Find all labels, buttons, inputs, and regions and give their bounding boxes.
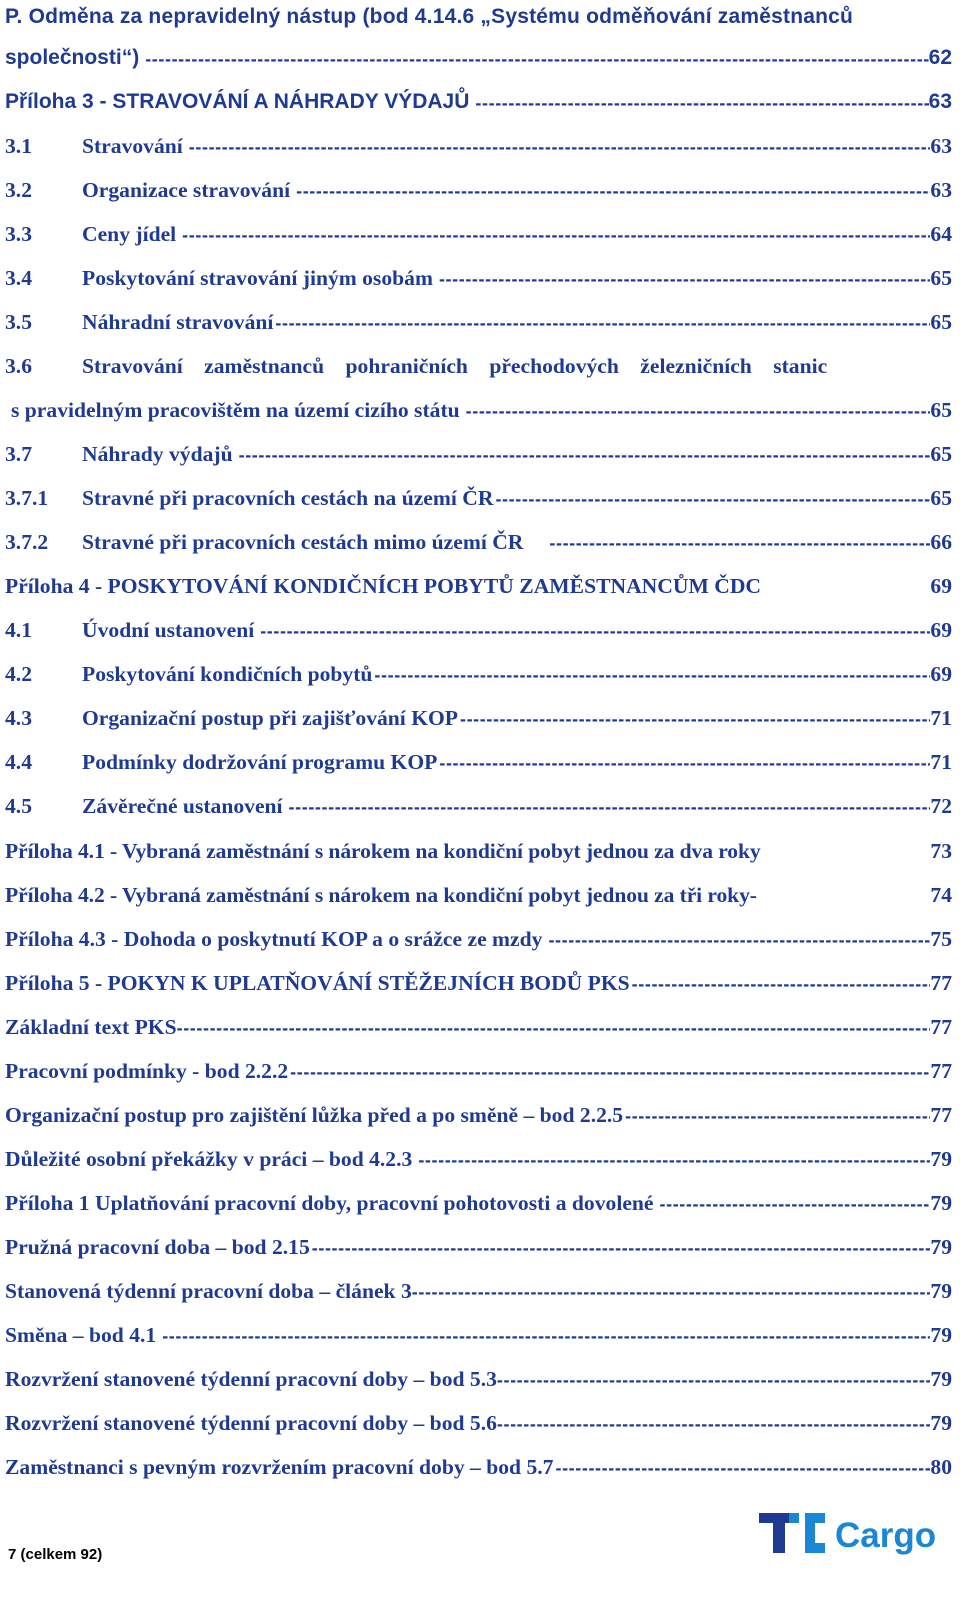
toc-entry[interactable] xyxy=(5,1274,952,1306)
dot-leader xyxy=(183,134,931,161)
toc-entry-page: 77 xyxy=(930,1015,952,1039)
toc-entry[interactable] xyxy=(5,1230,952,1262)
toc-entry-page: 72 xyxy=(930,794,952,818)
toc-entry[interactable] xyxy=(5,613,952,645)
toc-entry-title: Směna – bod 4.1 xyxy=(5,1323,157,1347)
dot-leader xyxy=(233,442,931,469)
toc-entry-page: 65 xyxy=(930,310,952,334)
toc-entry-page: 77 xyxy=(930,1103,952,1127)
dot-leader xyxy=(460,398,931,425)
toc-entry-page: 71 xyxy=(930,750,952,774)
dot-leader xyxy=(493,486,930,513)
toc-entry-page: 62 xyxy=(928,46,952,69)
toc-entry-title: Stravování zaměstnanců pohraničních přechodových železničních stanic xyxy=(82,354,828,378)
toc-entry-page: 69 xyxy=(930,662,952,686)
toc-entry-page: 73 xyxy=(930,839,952,863)
toc-entry[interactable] xyxy=(5,305,952,337)
dot-leader xyxy=(177,1015,931,1042)
toc-entry[interactable] xyxy=(5,878,952,910)
toc-entry-title: Pružná pracovní doba – bod 2.15 xyxy=(5,1235,310,1259)
toc-entry-page: 63 xyxy=(930,178,952,202)
toc-entry-page: 79 xyxy=(930,1367,952,1391)
toc-entry-title: Organizační postup při zajišťování KOP xyxy=(82,706,458,730)
toc-entry-title: Příloha 4.2 - Vybraná zaměstnání s nárokem na kondiční pobyt jednou za tři roky- xyxy=(5,883,757,907)
toc-entry[interactable] xyxy=(5,437,952,469)
toc-entry[interactable] xyxy=(5,701,952,733)
dot-leader xyxy=(654,1191,931,1218)
toc-entry-page: 79 xyxy=(930,1235,952,1259)
toc-entry-page: 69 xyxy=(930,574,952,598)
toc-entry-page: 65 xyxy=(930,398,952,422)
toc-entry[interactable] xyxy=(5,349,952,381)
toc-entry-title: Stravné při pracovních cestách mimo území ČR xyxy=(82,530,524,554)
toc-entry-title: Náhradní stravování xyxy=(82,310,274,334)
toc-entry[interactable] xyxy=(5,217,952,249)
toc-entry-number: 3.3 xyxy=(5,222,32,246)
dot-leader xyxy=(497,1367,931,1394)
toc-entry-page: 65 xyxy=(930,442,952,466)
toc-entry[interactable] xyxy=(5,1142,952,1174)
toc-entry-title: Ceny jídel xyxy=(82,222,177,246)
toc-entry-page: 74 xyxy=(930,883,952,907)
toc-entry-title: Příloha 1 Uplatňování pracovní doby, pracovní pohotovosti a dovolené xyxy=(5,1191,654,1215)
toc-entry[interactable] xyxy=(5,745,952,777)
toc-entry-number: 3.7.1 xyxy=(5,486,49,510)
dot-leader xyxy=(156,1323,930,1350)
dot-leader xyxy=(458,706,930,733)
toc-entry-title: Zaměstnanci s pevným rozvržením pracovní doby – bod 5.7 xyxy=(5,1455,554,1479)
toc-entry-title: Stravné při pracovních cestách na území ČR xyxy=(82,486,494,510)
toc-entry-number: 4.5 xyxy=(5,794,32,818)
toc-entry[interactable] xyxy=(5,41,952,73)
toc-entry[interactable] xyxy=(5,0,952,32)
toc-entry-page: 63 xyxy=(928,90,952,113)
cargo-logo xyxy=(759,1509,943,1557)
page-number: 7 (celkem 92) xyxy=(8,1546,103,1563)
toc-entry[interactable] xyxy=(5,657,952,689)
toc-entry-number: 3.4 xyxy=(5,266,32,290)
toc-entry-title: Příloha 4.1 - Vybraná zaměstnání s nárokem na kondiční pobyt jednou za dva roky xyxy=(5,839,761,863)
toc-entry-title: Stravování xyxy=(82,134,183,158)
toc-entry-page: 66 xyxy=(930,530,952,554)
toc-entry-title: Příloha 3 - STRAVOVÁNÍ A NÁHRADY VÝDAJŮ xyxy=(5,90,470,113)
toc-entry-title: Organizační postup pro zajištění lůžka před a po směně – bod 2.2.5 xyxy=(5,1103,624,1127)
toc-entry[interactable] xyxy=(11,393,952,425)
dot-leader xyxy=(290,178,930,205)
toc-entry[interactable] xyxy=(5,569,952,601)
toc-entry-page: 77 xyxy=(930,1059,952,1083)
dot-leader xyxy=(288,1059,930,1086)
toc-entry-title: s pravidelným pracovištěm na území cizího státu xyxy=(11,398,460,422)
dot-leader xyxy=(523,530,930,557)
dot-leader xyxy=(433,266,930,293)
dot-leader xyxy=(497,1411,931,1438)
toc-entry-title: Příloha 5 - POKYN K UPLATŇOVÁNÍ STĚŽEJNÍCH BODŮ PKS xyxy=(5,971,630,995)
toc-entry-page: 79 xyxy=(930,1147,952,1171)
toc-entry[interactable] xyxy=(5,481,952,513)
toc-entry-page: 69 xyxy=(930,618,952,642)
toc-entry-page: 71 xyxy=(930,706,952,730)
dot-leader xyxy=(412,1279,931,1306)
toc-entry-number: 4.4 xyxy=(5,750,32,774)
toc-entry[interactable] xyxy=(5,261,952,293)
toc-entry-title: Závěrečné ustanovení xyxy=(82,794,283,818)
toc-entry-page: 64 xyxy=(930,222,952,246)
toc-entry-title: P. Odměna za nepravidelný nástup (bod 4.14.6 „Systému odměňování zaměstnanců xyxy=(5,5,854,28)
toc-entry[interactable] xyxy=(5,173,952,205)
toc-entry-title: Pracovní podmínky - bod 2.2.2 xyxy=(5,1059,289,1083)
dot-leader xyxy=(254,618,930,645)
dot-leader xyxy=(469,90,928,117)
toc-entry[interactable] xyxy=(5,1450,952,1482)
toc-entry[interactable] xyxy=(5,789,952,821)
toc-entry-page: 65 xyxy=(930,266,952,290)
toc-entry[interactable] xyxy=(5,1318,952,1350)
toc-entry[interactable] xyxy=(5,129,952,161)
toc-entry-page: 79 xyxy=(930,1411,952,1435)
toc-entry-page: 79 xyxy=(930,1191,952,1215)
dot-leader xyxy=(623,1103,930,1130)
toc-entry[interactable] xyxy=(5,1010,952,1042)
toc-entry-page: 79 xyxy=(930,1279,952,1303)
toc-entry-title: Organizace stravování xyxy=(82,178,291,202)
toc-entry[interactable] xyxy=(5,834,952,866)
toc-entry-title: Příloha 4 - POSKYTOVÁNÍ KONDIČNÍCH POBYTŮ ZAMĚSTNANCŮM ČDC xyxy=(5,574,762,598)
toc-entry-page: 63 xyxy=(930,134,952,158)
dot-leader xyxy=(412,1147,930,1174)
toc-entry-page: 77 xyxy=(930,971,952,995)
toc-entry-title: Náhrady výdajů xyxy=(82,442,233,466)
toc-entry-title: Stanovená týdenní pracovní doba – článek 3 xyxy=(5,1279,412,1303)
toc-entry[interactable] xyxy=(5,1406,952,1438)
toc-entry-number: 3.2 xyxy=(5,178,32,202)
toc-entry[interactable] xyxy=(5,525,952,557)
toc-entry[interactable] xyxy=(5,85,952,117)
toc-entry-number: 3.1 xyxy=(5,134,32,158)
toc-entry[interactable] xyxy=(5,1098,952,1130)
toc-entry-page: 80 xyxy=(930,1455,952,1479)
toc-entry-title: Úvodní ustanovení xyxy=(82,618,255,642)
dot-leader xyxy=(176,222,930,249)
toc-entry-page: 65 xyxy=(930,486,952,510)
toc-entry-number: 3.7 xyxy=(5,442,32,466)
dot-leader xyxy=(437,750,930,777)
toc-entry-number: 3.6 xyxy=(5,354,32,378)
dot-leader xyxy=(553,1455,930,1482)
toc-entry-number: 3.5 xyxy=(5,310,32,334)
dot-leader xyxy=(139,46,928,73)
toc-entry-title: Poskytování stravování jiným osobám xyxy=(82,266,433,290)
toc-entry-page: 75 xyxy=(930,927,952,951)
dot-leader xyxy=(542,927,930,954)
dot-leader xyxy=(310,1235,931,1262)
toc-entry-title: Rozvržení stanovené týdenní pracovní doby – bod 5.6 xyxy=(5,1411,497,1435)
toc-entry-number: 4.1 xyxy=(5,618,32,642)
logo-text: Cargo xyxy=(835,1516,937,1555)
dot-leader xyxy=(273,310,930,337)
dot-leader xyxy=(372,662,930,689)
toc-entry[interactable] xyxy=(5,1054,952,1086)
toc-entry-title: společnosti“) xyxy=(5,46,140,69)
toc-entry-title: Základní text PKS xyxy=(5,1015,177,1039)
toc-entry-title: Poskytování kondičních pobytů xyxy=(82,662,373,686)
toc-entry-number: 4.2 xyxy=(5,662,32,686)
toc-entry-title: Podmínky dodržování programu KOP xyxy=(82,750,438,774)
toc-entry-title: Rozvržení stanovené týdenní pracovní doby – bod 5.3 xyxy=(5,1367,497,1391)
dot-leader xyxy=(283,794,931,821)
toc-entry-title: Důležité osobní překážky v práci – bod 4.2.3 xyxy=(5,1147,413,1171)
toc-entry-title: Příloha 4.3 - Dohoda o poskytnutí KOP a o srážce ze mzdy xyxy=(5,927,543,951)
toc-entry-number: 3.7.2 xyxy=(5,530,49,554)
toc-entry-page: 79 xyxy=(930,1323,952,1347)
toc-entry-number: 4.3 xyxy=(5,706,32,730)
dot-leader xyxy=(630,971,931,998)
toc-entry[interactable] xyxy=(5,1186,952,1218)
toc-entry[interactable] xyxy=(5,922,952,954)
toc-entry[interactable] xyxy=(5,966,952,998)
toc-entry[interactable] xyxy=(5,1362,952,1394)
